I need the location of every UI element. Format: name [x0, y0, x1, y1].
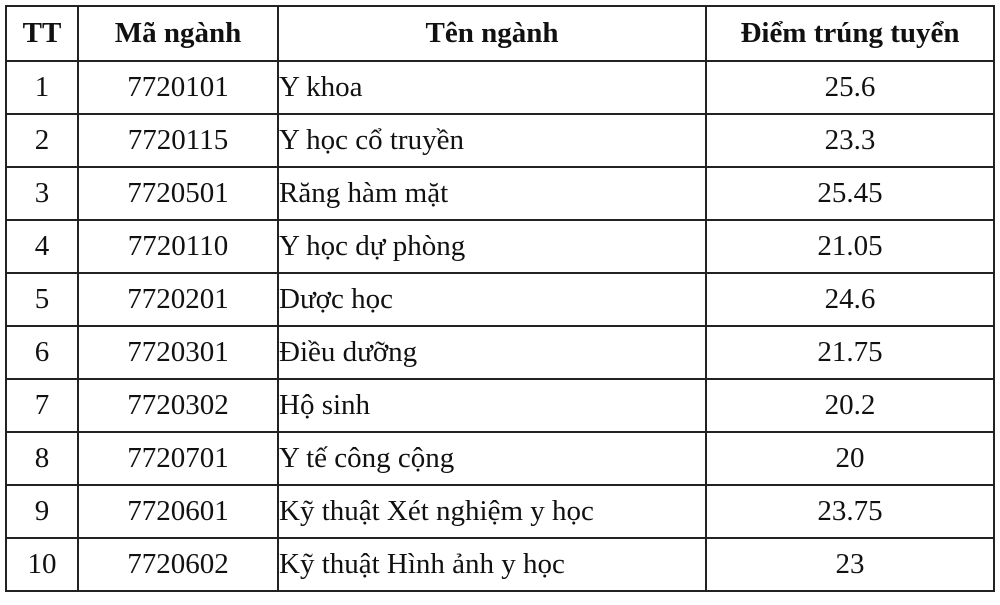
cell-admission-score: 23.3 [706, 114, 994, 167]
header-major-code: Mã ngành [78, 6, 278, 61]
cell-admission-score: 24.6 [706, 273, 994, 326]
cell-major-name: Điều dưỡng [278, 326, 706, 379]
table-row [6, 432, 994, 485]
cell-admission-score: 25.6 [706, 61, 994, 114]
table-row [6, 538, 994, 591]
cell-major-name: Kỹ thuật Hình ảnh y học [278, 538, 706, 591]
cell-major-name: Hộ sinh [278, 379, 706, 432]
cell-tt: 3 [6, 167, 78, 220]
table-row [6, 61, 994, 114]
cell-tt: 6 [6, 326, 78, 379]
cell-major-name: Y học dự phòng [278, 220, 706, 273]
admission-score-table [5, 5, 995, 592]
cell-major-name: Dược học [278, 273, 706, 326]
table-row [6, 326, 994, 379]
cell-major-name: Răng hàm mặt [278, 167, 706, 220]
header-tt: TT [6, 6, 78, 61]
table-row [6, 167, 994, 220]
cell-admission-score: 20 [706, 432, 994, 485]
cell-major-name: Y học cổ truyền [278, 114, 706, 167]
table-row [6, 379, 994, 432]
cell-major-code: 7720602 [78, 538, 278, 591]
cell-tt: 8 [6, 432, 78, 485]
cell-major-code: 7720201 [78, 273, 278, 326]
table-body [6, 61, 994, 591]
table-row [6, 220, 994, 273]
cell-major-code: 7720501 [78, 167, 278, 220]
cell-tt: 5 [6, 273, 78, 326]
header-row [6, 6, 994, 61]
cell-admission-score: 20.2 [706, 379, 994, 432]
table-row [6, 485, 994, 538]
cell-tt: 1 [6, 61, 78, 114]
cell-major-name: Y khoa [278, 61, 706, 114]
cell-major-code: 7720110 [78, 220, 278, 273]
cell-major-code: 7720301 [78, 326, 278, 379]
cell-major-code: 7720101 [78, 61, 278, 114]
table-row [6, 114, 994, 167]
cell-tt: 2 [6, 114, 78, 167]
cell-major-code: 7720115 [78, 114, 278, 167]
cell-admission-score: 23 [706, 538, 994, 591]
cell-tt: 10 [6, 538, 78, 591]
header-major-name: Tên ngành [278, 6, 706, 61]
cell-major-name: Kỹ thuật Xét nghiệm y học [278, 485, 706, 538]
cell-tt: 4 [6, 220, 78, 273]
cell-admission-score: 25.45 [706, 167, 994, 220]
cell-major-code: 7720302 [78, 379, 278, 432]
cell-admission-score: 21.75 [706, 326, 994, 379]
cell-tt: 7 [6, 379, 78, 432]
cell-major-name: Y tế công cộng [278, 432, 706, 485]
cell-admission-score: 23.75 [706, 485, 994, 538]
cell-admission-score: 21.05 [706, 220, 994, 273]
header-admission-score: Điểm trúng tuyển [706, 6, 994, 61]
table-row [6, 273, 994, 326]
cell-tt: 9 [6, 485, 78, 538]
cell-major-code: 7720601 [78, 485, 278, 538]
cell-major-code: 7720701 [78, 432, 278, 485]
